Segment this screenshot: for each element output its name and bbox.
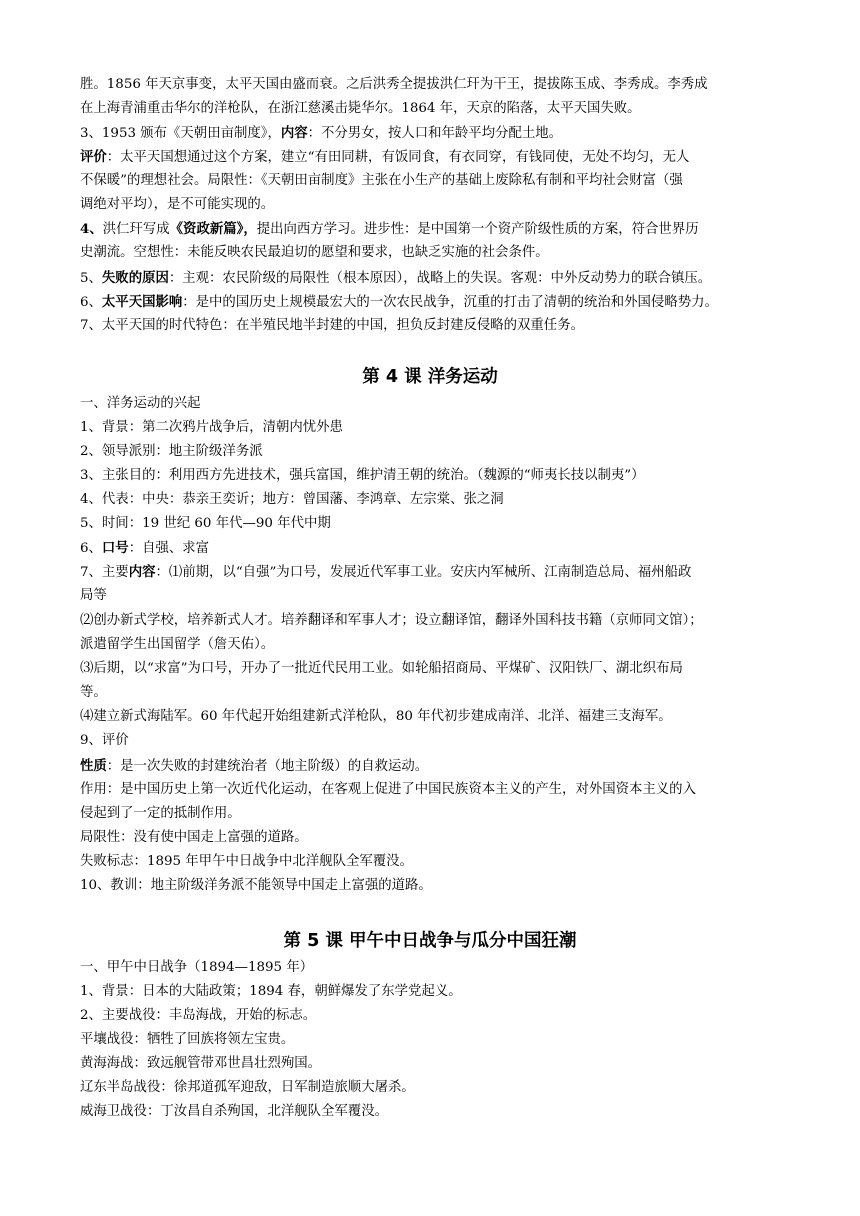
text-line xyxy=(80,980,462,1004)
text-line xyxy=(80,169,683,193)
text: 2、领导派别：地主阶级洋务派 xyxy=(80,444,263,459)
text-line xyxy=(80,681,107,705)
text: 在上海青浦重击华尔的洋枪队，在浙江慈溪击毙华尔。1864 年，天京的陷落，太平天国失败。 xyxy=(80,101,641,116)
text: 辽东半岛战役：徐邦道孤军迎敌，日军制造旅顺大屠杀。 xyxy=(80,1080,415,1095)
text-line xyxy=(80,633,274,657)
text: 侵起到了一定的抵制作用。 xyxy=(80,806,241,821)
text: 3、主张目的：利用西方先进技术，强兵富国，维护清王朝的统治。（魏源的“师夷长技以制夷”） xyxy=(80,468,645,483)
text-line xyxy=(80,657,683,681)
text: 7、太平天国的时代特色：在半殖民地半封建的中国，担负反封建反侵略的双重任务。 xyxy=(80,318,584,333)
text: 5、时间：19 世纪 60 年代—90 年代中期 xyxy=(80,516,331,531)
text: ⑷建立新式海陆军。60 年代起开始组建新式洋枪队，80 年代初步建成南洋、北洋、福建三支海军。 xyxy=(80,709,672,724)
text: 9、评价 xyxy=(80,733,129,748)
text: 洪仁玕写成 xyxy=(102,222,170,237)
lesson-4-title: 第 4 课 洋务运动 xyxy=(362,367,498,387)
text: 1、背景：日本的大陆政策；1894 春，朝鲜爆发了东学党起义。 xyxy=(80,984,462,999)
text: 作用：是中国历史上第一次近代化运动，在客观上促进了中国民族资本主义的产生，对外国资本主义的入 xyxy=(80,782,696,797)
text-line xyxy=(80,584,107,608)
text-line xyxy=(80,1052,321,1076)
text-line xyxy=(80,536,209,561)
bold-text: 口号 xyxy=(101,540,129,556)
text-line xyxy=(80,392,201,416)
text-line xyxy=(80,193,274,217)
text-line xyxy=(80,1100,388,1124)
text: ：不分男女，按人口和年龄平均分配土地。 xyxy=(307,126,563,141)
text: 7、主要 xyxy=(80,565,129,580)
bold-text: 评价 xyxy=(80,149,107,165)
text-line xyxy=(80,73,708,97)
text: 5、 xyxy=(80,271,102,286)
text-line xyxy=(80,778,696,802)
text-line xyxy=(80,956,313,980)
text-line xyxy=(80,145,689,170)
text-line xyxy=(80,512,331,536)
text: 6、 xyxy=(80,295,102,310)
text: 局限性：没有使中国走上富强的道路。 xyxy=(80,830,308,845)
bold-text: 《资政新篇》， xyxy=(169,221,257,237)
text: ：是一次失败的封建统治者（地主阶级）的自救运动。 xyxy=(106,759,429,774)
text-line xyxy=(80,241,549,265)
lesson-5-title: 第 5 课 甲午中日战争与瓜分中国狂潮 xyxy=(283,931,577,951)
text-line xyxy=(80,97,641,121)
text: ：⑴前期，以“自强”为口号，发展近代军事工业。安庆内军械所、江南制造总局、福州船政 xyxy=(155,565,692,580)
text-line xyxy=(80,802,241,826)
text: 不保暖”的理想社会。局限性：《天朝田亩制度》主张在小生产的基础上废除私有制和平均社会财富（强 xyxy=(80,173,683,188)
text: 一、洋务运动的兴起 xyxy=(80,396,201,411)
text: ⑶后期，以“求富”为口号，开办了一批近代民用工业。如轮船招商局、平煤矿、汉阳铁厂、湖北织布局 xyxy=(80,661,683,676)
bold-text: 性质 xyxy=(80,758,107,774)
bold-text: 内容 xyxy=(280,125,308,141)
text: 2、主要战役：丰岛海战，开始的标志。 xyxy=(80,1008,317,1023)
bold-text: 4、 xyxy=(80,221,103,237)
text-line xyxy=(80,1004,316,1028)
text: 提出向西方学习。进步性：是中国第一个资产阶级性质的方案，符合世界历 xyxy=(256,222,699,237)
text: 派遣留学生出国留学（詹天佑）。 xyxy=(80,637,275,652)
text: ：自强、求富 xyxy=(128,541,210,556)
text-line xyxy=(80,560,691,585)
text: 平壤战役：牺牲了回族将领左宝贵。 xyxy=(80,1032,295,1047)
text: 3、1953 颁布《天朝田亩制度》， xyxy=(80,126,281,141)
text-line xyxy=(80,850,413,874)
text-line xyxy=(80,314,584,338)
text-line xyxy=(80,440,263,464)
text-line xyxy=(80,290,718,315)
text-line xyxy=(80,826,308,850)
text: 史潮流。空想性：未能反映农民最迫切的愿望和要求，也缺乏实施的社会条件。 xyxy=(80,245,549,260)
text: 局等 xyxy=(80,588,107,603)
text-line xyxy=(80,266,711,291)
text: 1、背景：第二次鸦片战争后，清朝内忧外患 xyxy=(80,420,343,435)
text: 调绝对平均），是不可能实现的。 xyxy=(80,197,275,212)
text: 等。 xyxy=(80,685,107,700)
text-line xyxy=(80,217,699,242)
text: ：太平天国想通过这个方案，建立“有田同耕，有饭同食，有衣同穿，有钱同使，无处不均匀，无人 xyxy=(106,150,690,165)
text-line xyxy=(80,874,432,898)
text: 一、甲午中日战争（1894—1895 年） xyxy=(80,960,314,975)
text-line xyxy=(80,416,343,440)
text-line xyxy=(80,1028,294,1052)
text: 威海卫战役：丁汝昌自杀殉国，北洋舰队全军覆没。 xyxy=(80,1104,388,1119)
text: 10、教训：地主阶级洋务派不能领导中国走上富强的道路。 xyxy=(80,878,432,893)
text-line xyxy=(80,1076,415,1100)
bold-text: 太平天国影响 xyxy=(101,294,183,310)
text-line xyxy=(80,488,504,512)
text: 4、代表：中央：恭亲王奕䜣；地方：曾国藩、李鸿章、左宗棠、张之洞 xyxy=(80,492,504,507)
bold-text: 内容 xyxy=(128,564,156,580)
bold-text: 失败的原因 xyxy=(101,270,169,286)
text-line xyxy=(80,705,672,729)
text: ⑵创办新式学校，培养新式人才。培养翻译和军事人才；设立翻译馆，翻译外国科技书籍（京师同文馆）； xyxy=(80,613,703,628)
text: 失败标志：1895 年甲午中日战争中北洋舰队全军覆没。 xyxy=(80,854,413,869)
text-line xyxy=(80,729,129,753)
text: ：是中的国历史上规模最宏大的一次农民战争，沉重的打击了清朝的统治和外国侵略势力。 xyxy=(182,295,718,310)
text-line xyxy=(80,754,428,779)
text: 胜。1856 年天京事变，太平天国由盛而衰。之后洪秀全提拔洪仁玕为干王，提拔陈玉成、李秀成。李秀成 xyxy=(80,77,708,92)
text-line xyxy=(80,121,562,146)
text: 6、 xyxy=(80,541,102,556)
text-line xyxy=(80,464,645,488)
text-line xyxy=(80,609,703,633)
text: 黄海海战：致远舰管带邓世昌壮烈殉国。 xyxy=(80,1056,322,1071)
text: ：主观：农民阶级的局限性（根本原因），战略上的失误。客观：中外反动势力的联合镇压。 xyxy=(168,271,712,286)
